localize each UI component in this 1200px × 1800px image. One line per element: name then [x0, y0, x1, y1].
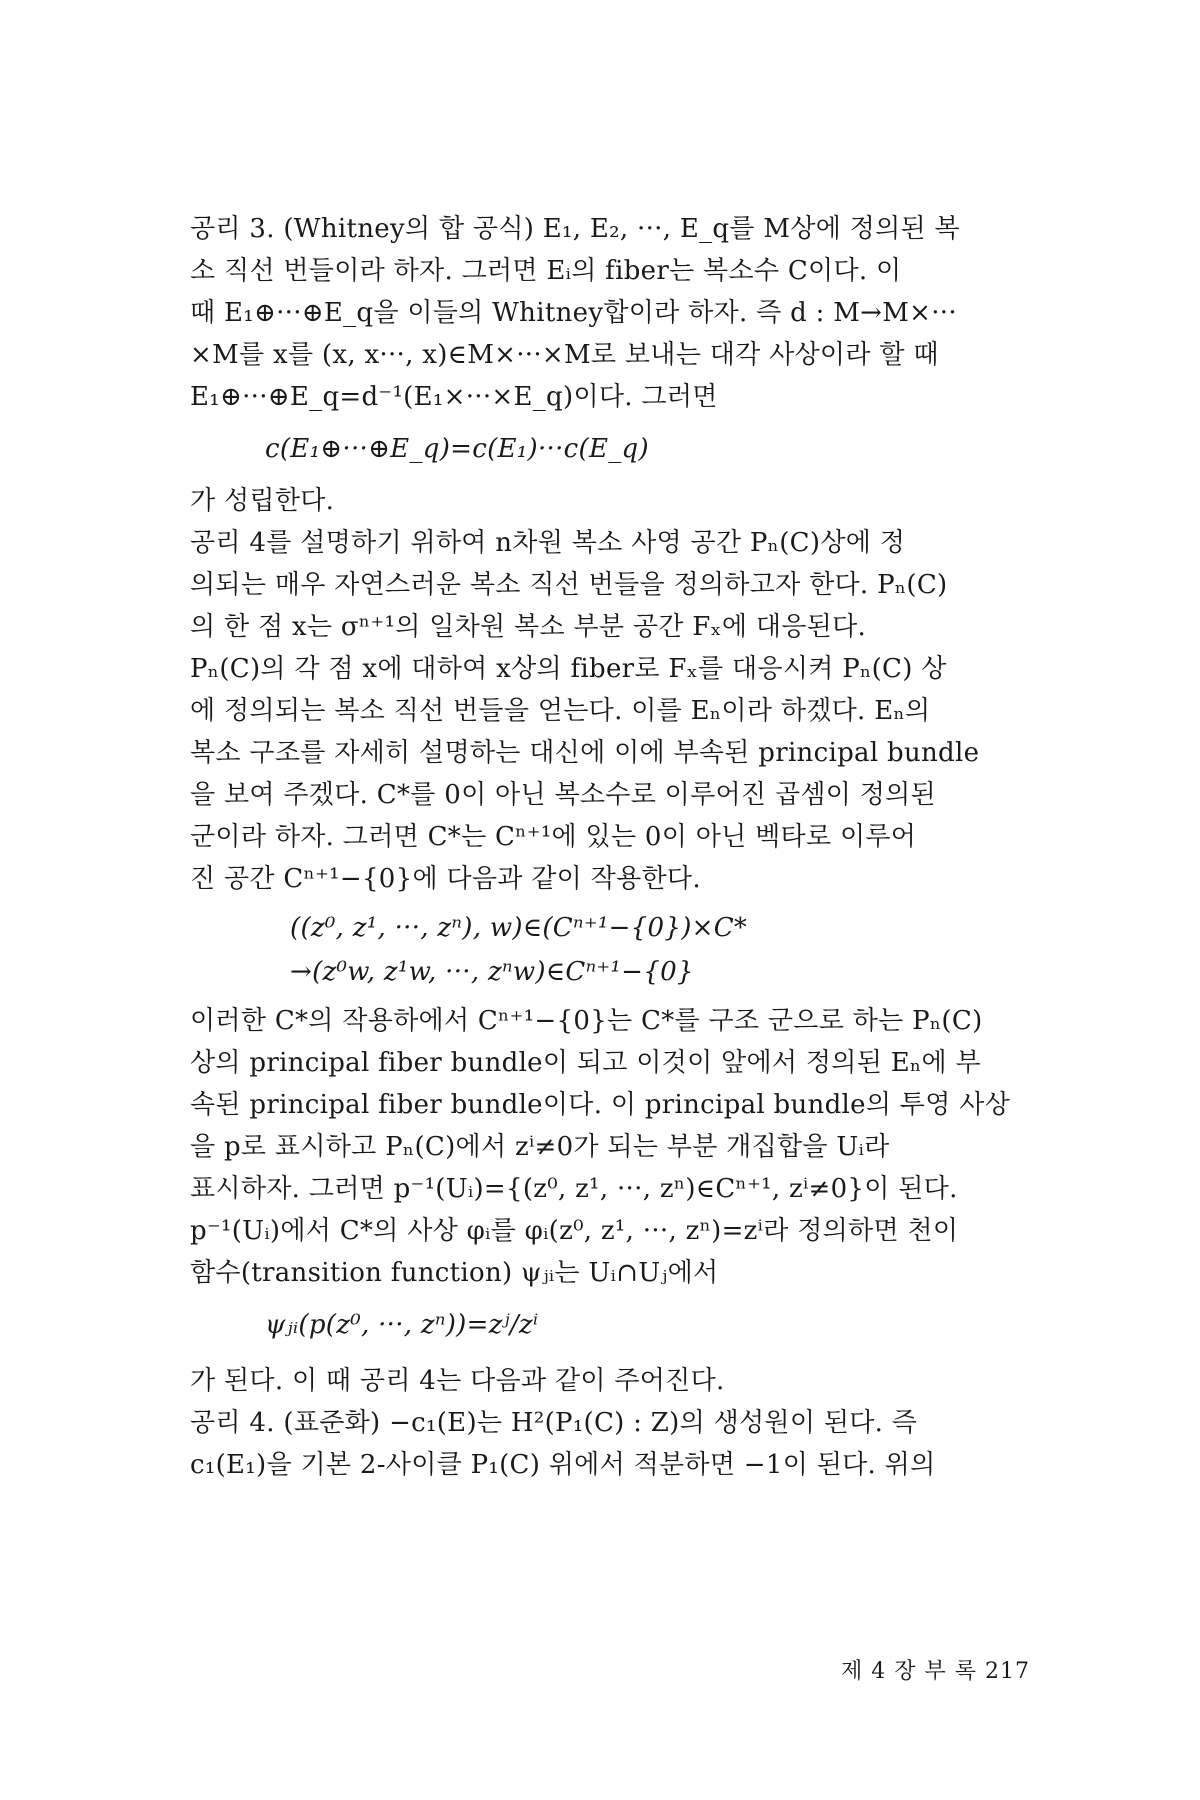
axiom-4-intro-sentence: 가 된다. 이 때 공리 4는 다음과 같이 주어진다.: [190, 1366, 725, 1396]
page-body: [190, 208, 1030, 1486]
axiom-4-paragraph: 공리 4. (표준화) −c₁(E)는 H²(P₁(C) : Z)의 생성원이 된다. 즉 c₁(E₁)을 기본 2-사이클 P₁(C) 위에서 적분하면 −1이 된다. 위의: [190, 1408, 936, 1480]
projective-space-paragraph: 공리 4를 설명하기 위하여 n차원 복소 사영 공간 Pₙ(C)상에 정 의되는 매우 자연스러운 복소 직선 번들을 정의하고자 한다. Pₙ(C) 의 한 점 x는 σⁿ⁺¹의 일차원 복소 부분 공간 Fₓ에 대응된다. Pₙ(C)의 각 점 x에 대하여 x상의 fiber로 Fₓ를 대응시켜 Pₙ(C) 상 에 정의되는 복소 직선 번들을 얻는다. 이를 Eₙ이라 하겠다. Eₙ의 복소 구조를 자세히 설명하는 대신에 이에 부속된 principal bundle 을 보여 주겠다. C*를 0이 아닌 복소수로 이루어진 곱셈이 정의된 군이라 하자. 그러면 C*는 Cⁿ⁺¹에 있는 0이 아닌 벡타로 이루어 진 공간 Cⁿ⁺¹−{0}에 다음과 같이 작용한다.: [190, 528, 980, 894]
page-footer: 제 4 장 부 록 217: [841, 1659, 1030, 1684]
transition-function-formula: ψⱼᵢ(p(z⁰, ···, zⁿ))=zʲ/zⁱ: [265, 1310, 539, 1340]
principal-bundle-paragraph: 이러한 C*의 작용하에서 Cⁿ⁺¹−{0}는 C*를 구조 군으로 하는 Pₙ(C) 상의 principal fiber bundle이 되고 이것이 앞에서 정의된 Eₙ에 부 속된 principal fiber bundle이다. 이 principal bundle의 투영 사상 을 p로 표시하고 Pₙ(C)에서 zⁱ≠0가 되는 부분 개집합을 Uᵢ라 표시하자. 그러면 p⁻¹(Uᵢ)={(z⁰, z¹, ···, zⁿ)∈Cⁿ⁺¹, zⁱ≠0}이 된다. p⁻¹(Uᵢ)에서 C*의 사상 φᵢ를 φᵢ(z⁰, z¹, ···, zⁿ)=zⁱ라 정의하면 천이 함수(transition function) ψⱼᵢ는 Uᵢ∩Uⱼ에서: [190, 1006, 1011, 1288]
group-action-formula: ((z⁰, z¹, ···, zⁿ), w)∈(Cⁿ⁺¹−{0})×C* →(z⁰w, z¹w, ···, zⁿw)∈Cⁿ⁺¹−{0}: [290, 913, 748, 987]
whitney-sum-formula: c(E₁⊕···⊕E_q)=c(E₁)···c(E_q): [265, 434, 649, 464]
holds-sentence: 가 성립한다.: [190, 486, 335, 516]
axiom-3-paragraph: 공리 3. (Whitney의 합 공식) E₁, E₂, ···, E_q를 M상에 정의된 복 소 직선 번들이라 하자. 그러면 Eᵢ의 fiber는 복소수 C이다. 이 때 E₁⊕···⊕E_q을 이들의 Whitney합이라 하자. 즉 d : M→M×··· ×M를 x를 (x, x···, x)∈M×···×M로 보내는 대각 사상이라 할 때 E₁⊕···⊕E_q=d⁻¹(E₁×···×E_q)이다. 그러면: [190, 214, 960, 412]
